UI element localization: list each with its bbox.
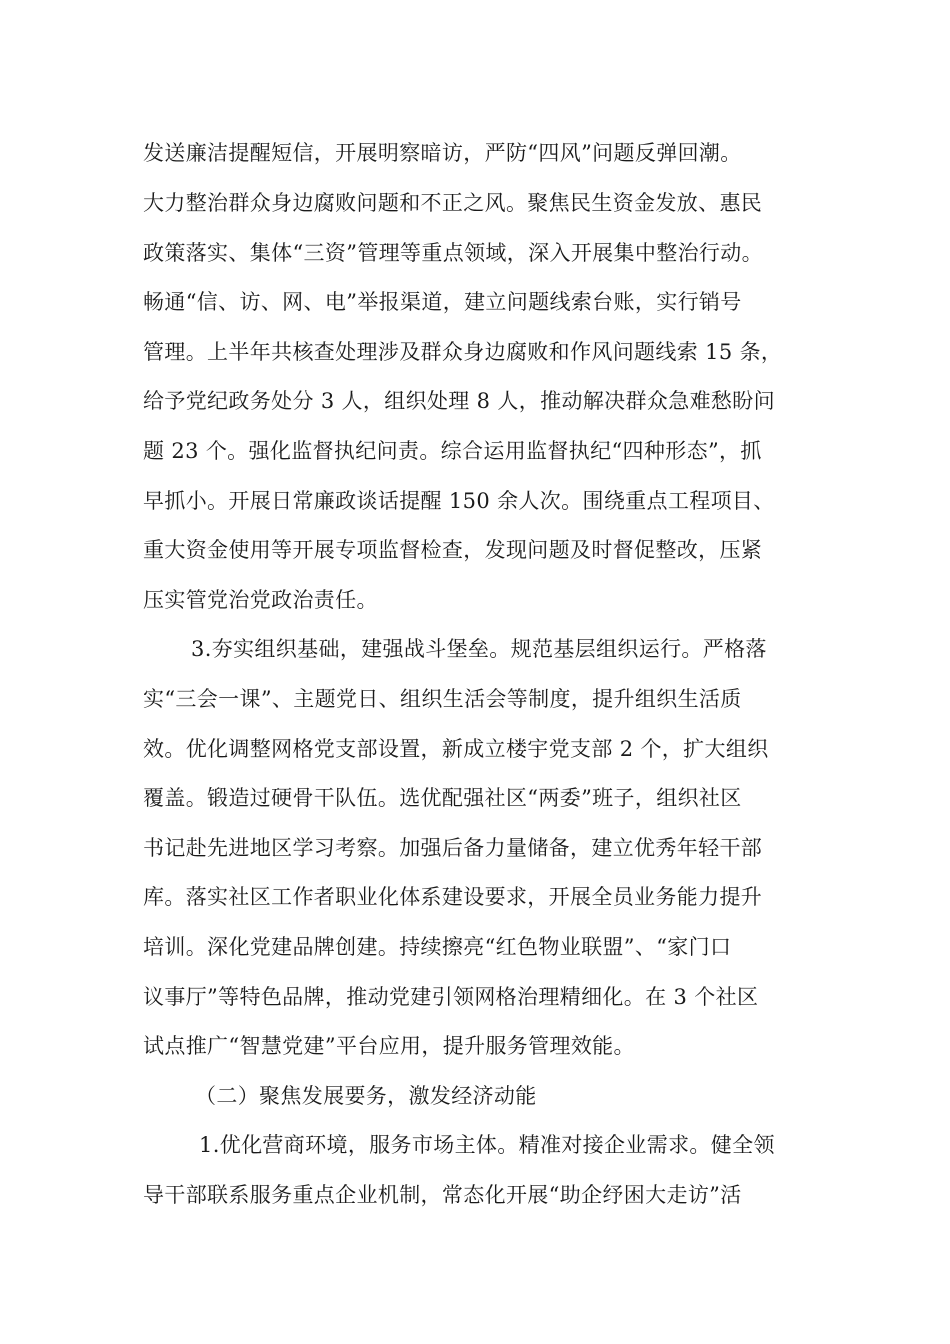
text-line: 库。落实社区工作者职业化体系建设要求，开展全员业务能力提升: [143, 885, 763, 909]
text-line: 政策落实、集体“三资”管理等重点领域，深入开展集中整治行动。: [143, 241, 763, 265]
text-line: 重大资金使用等开展专项监督检查，发现问题及时督促整改，压紧: [143, 538, 763, 562]
text-line: 书记赴先进地区学习考察。加强后备力量储备，建立优秀年轻干部: [143, 836, 763, 860]
text-line: 题 23 个。强化监督执纪问责。综合运用监督执纪“四种形态”，抓: [143, 439, 762, 463]
text-line: 管理。上半年共核查处理涉及群众身边腐败和作风问题线索 15 条，: [143, 340, 783, 364]
text-line: 给予党纪政务处分 3 人，组织处理 8 人，推动解决群众急难愁盼问: [143, 389, 775, 413]
paragraph-heading-1: 1.优化营商环境，服务市场主体。精准对接企业需求。健全领: [199, 1133, 775, 1157]
text-line: 培训。深化党建品牌创建。持续擦亮“红色物业联盟”、“家门口: [143, 935, 732, 959]
text-line: 畅通“信、访、网、电”举报渠道，建立问题线索台账，实行销号: [143, 290, 742, 314]
text-line: 议事厅”等特色品牌，推动党建引领网格治理精细化。在 3 个社区: [143, 985, 759, 1009]
text-line: 早抓小。开展日常廉政谈话提醒 150 余人次。围绕重点工程项目、: [143, 489, 775, 513]
text-line: 实“三会一课”、主题党日、组织生活会等制度，提升组织生活质: [143, 687, 742, 711]
text-line: 导干部联系服务重点企业机制，常态化开展“助企纾困大走访”活: [143, 1183, 742, 1207]
text-line: 试点推广“智慧党建”平台应用，提升服务管理效能。: [143, 1034, 635, 1058]
text-line: 效。优化调整网格党支部设置，新成立楼宇党支部 2 个，扩大组织: [143, 737, 769, 761]
section-heading: （二）聚焦发展要务，激发经济动能: [195, 1084, 537, 1108]
text-line: 发送廉洁提醒短信，开展明察暗访，严防“四风”问题反弹回潮。: [143, 141, 742, 165]
text-line: 覆盖。锻造过硬骨干队伍。选优配强社区“两委”班子，组织社区: [143, 786, 742, 810]
text-line: 大力整治群众身边腐败问题和不正之风。聚焦民生资金发放、惠民: [143, 191, 763, 215]
paragraph-heading-3: 3.夯实组织基础，建强战斗堡垒。规范基层组织运行。严格落: [191, 637, 767, 661]
text-line: 压实管党治党政治责任。: [143, 588, 378, 612]
